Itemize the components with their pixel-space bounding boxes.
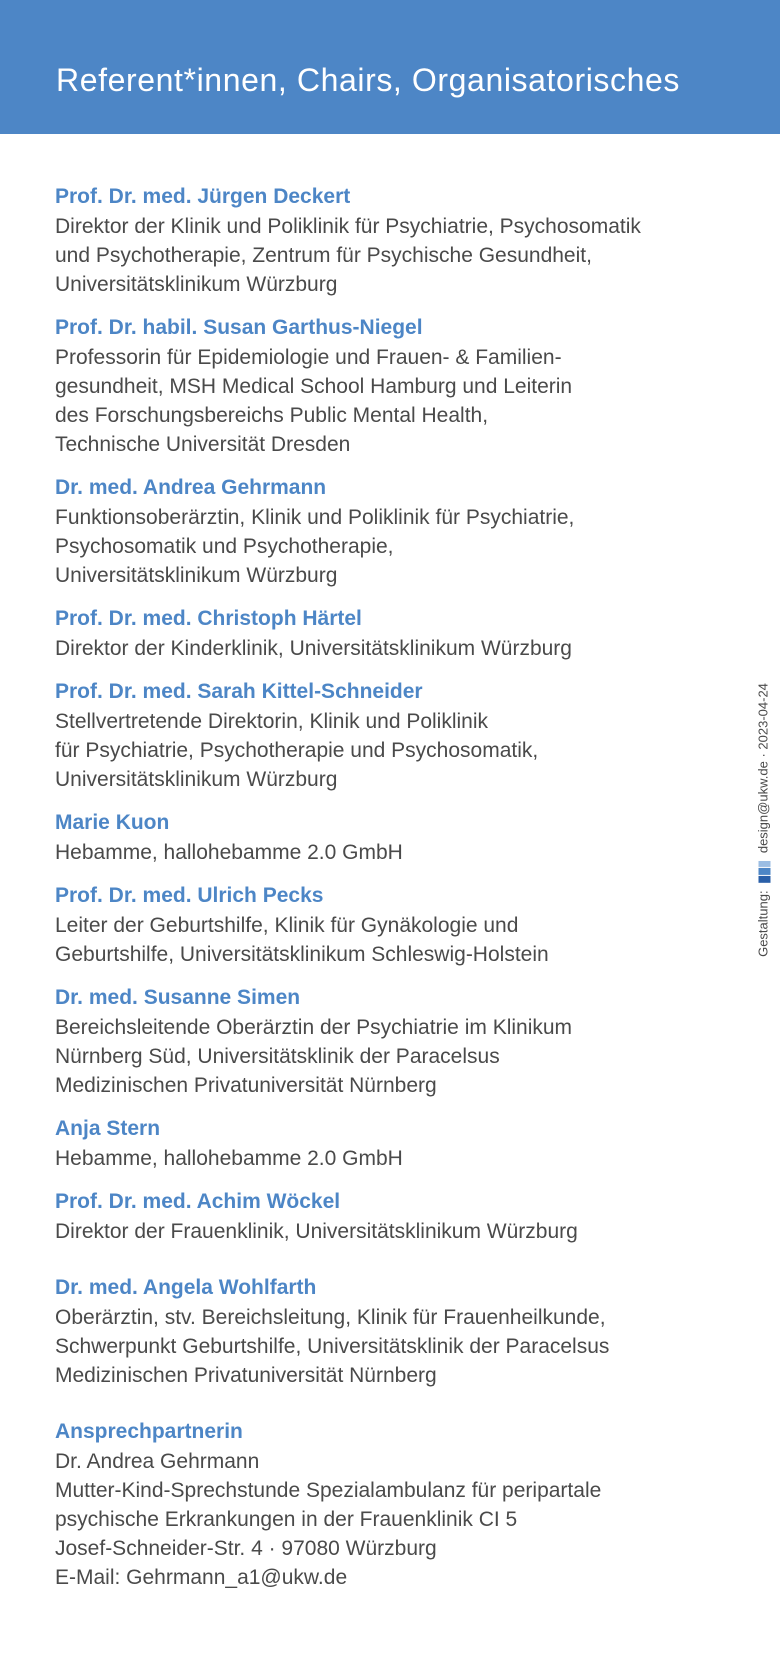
entry-description-line: Dr. Andrea Gehrmann	[55, 1450, 260, 1473]
design-credit-prefix: Gestaltung:	[755, 890, 771, 957]
entry-description-line: Medizinischen Privatuniversität Nürnberg	[55, 1364, 437, 1387]
speaker-name: Dr. med. Andrea Gehrmann	[55, 476, 327, 499]
entry-description-line: Technische Universität Dresden	[55, 433, 351, 456]
entry-description-line: Oberärztin, stv. Bereichsleitung, Klinik für Frauenheilkunde,	[55, 1306, 606, 1329]
entry-description-line: Universitätsklinikum Würzburg	[55, 564, 338, 587]
speaker-name: Prof. Dr. med. Christoph Härtel	[55, 607, 362, 630]
entry-description-line: Psychosomatik und Psychotherapie,	[55, 535, 394, 558]
ukw-design-logo-icon	[758, 861, 770, 883]
entry-description-line: Professorin für Epidemiologie und Frauen- & Familien-	[55, 346, 562, 369]
entry-description-line: Nürnberg Süd, Universitätsklinik der Paracelsus	[55, 1045, 500, 1068]
speaker-entry	[55, 983, 745, 1100]
speaker-entry	[55, 1273, 745, 1390]
entry-description-line: Schwerpunkt Geburtshilfe, Universitätsklinik der Paracelsus	[55, 1335, 610, 1358]
speaker-name: Marie Kuon	[55, 811, 170, 834]
speaker-entry	[55, 473, 745, 590]
speaker-name: Anja Stern	[55, 1117, 161, 1140]
entry-description-line: für Psychiatrie, Psychotherapie und Psychosomatik,	[55, 739, 539, 762]
contact-heading: Ansprechpartnerin	[55, 1420, 243, 1443]
speaker-entry	[55, 182, 745, 299]
entry-description-line: Direktor der Kinderklinik, Universitätsklinikum Würzburg	[55, 637, 572, 660]
speaker-name: Prof. Dr. med. Achim Wöckel	[55, 1190, 341, 1213]
design-credit-separator: ·	[755, 753, 771, 758]
entry-description-line: Funktionsoberärztin, Klinik und Poliklinik für Psychiatrie,	[55, 506, 575, 529]
speaker-name: Prof. Dr. med. Ulrich Pecks	[55, 884, 324, 907]
speaker-name: Dr. med. Susanne Simen	[55, 986, 301, 1009]
entry-description-line: Geburtshilfe, Universitätsklinikum Schleswig-Holstein	[55, 943, 549, 966]
entry-description-line: und Psychotherapie, Zentrum für Psychische Gesundheit,	[55, 244, 592, 267]
speaker-entry	[55, 1114, 745, 1173]
entry-description-line: gesundheit, MSH Medical School Hamburg und Leiterin	[55, 375, 573, 398]
entry-description-line: Medizinischen Privatuniversität Nürnberg	[55, 1074, 437, 1097]
speaker-list	[55, 168, 745, 1592]
entry-description-line: psychische Erkrankungen in der Frauenklinik CI 5	[55, 1508, 518, 1531]
speaker-entry	[55, 1187, 745, 1246]
entry-description-line: Stellvertretende Direktorin, Klinik und Poliklinik	[55, 710, 489, 733]
entry-description-line: des Forschungsbereichs Public Mental Health,	[55, 404, 489, 427]
speaker-entry	[55, 808, 745, 867]
entry-description-line: Bereichsleitende Oberärztin der Psychiatrie im Klinikum	[55, 1016, 573, 1039]
speaker-entry	[55, 881, 745, 969]
speaker-entry	[55, 677, 745, 794]
contact-block	[55, 1417, 745, 1592]
entry-description-line: Direktor der Klinik und Poliklinik für Psychiatrie, Psychosomatik	[55, 215, 641, 238]
speaker-entry	[55, 604, 745, 663]
design-credit-email: design@ukw.de	[755, 761, 771, 854]
header-banner	[0, 0, 780, 134]
speaker-entry	[55, 313, 745, 459]
entry-description-line: Universitätsklinikum Würzburg	[55, 768, 338, 791]
entry-description-line: Universitätsklinikum Würzburg	[55, 273, 338, 296]
entry-description-line: Direktor der Frauenklinik, Universitätsklinikum Würzburg	[55, 1220, 578, 1243]
page-title: Referent*innen, Chairs, Organisatorisches	[56, 62, 681, 98]
entry-description-line: Leiter der Geburtshilfe, Klinik für Gynäkologie und	[55, 914, 519, 937]
design-credit	[756, 683, 771, 957]
speaker-name: Prof. Dr. habil. Susan Garthus-Niegel	[55, 316, 423, 339]
entry-description-line: E-Mail: Gehrmann_a1@ukw.de	[55, 1566, 348, 1589]
entry-description-line: Hebamme, hallohebamme 2.0 GmbH	[55, 841, 403, 864]
entry-description-line: Hebamme, hallohebamme 2.0 GmbH	[55, 1147, 403, 1170]
entry-description-line: Josef-Schneider-Str. 4 · 97080 Würzburg	[55, 1537, 437, 1560]
design-credit-date: 2023-04-24	[755, 683, 771, 750]
entry-description-line: Mutter-Kind-Sprechstunde Spezialambulanz für peripartale	[55, 1479, 602, 1502]
speaker-name: Prof. Dr. med. Sarah Kittel-Schneider	[55, 680, 423, 703]
speaker-name: Prof. Dr. med. Jürgen Deckert	[55, 185, 351, 208]
speaker-name: Dr. med. Angela Wohlfarth	[55, 1276, 317, 1299]
